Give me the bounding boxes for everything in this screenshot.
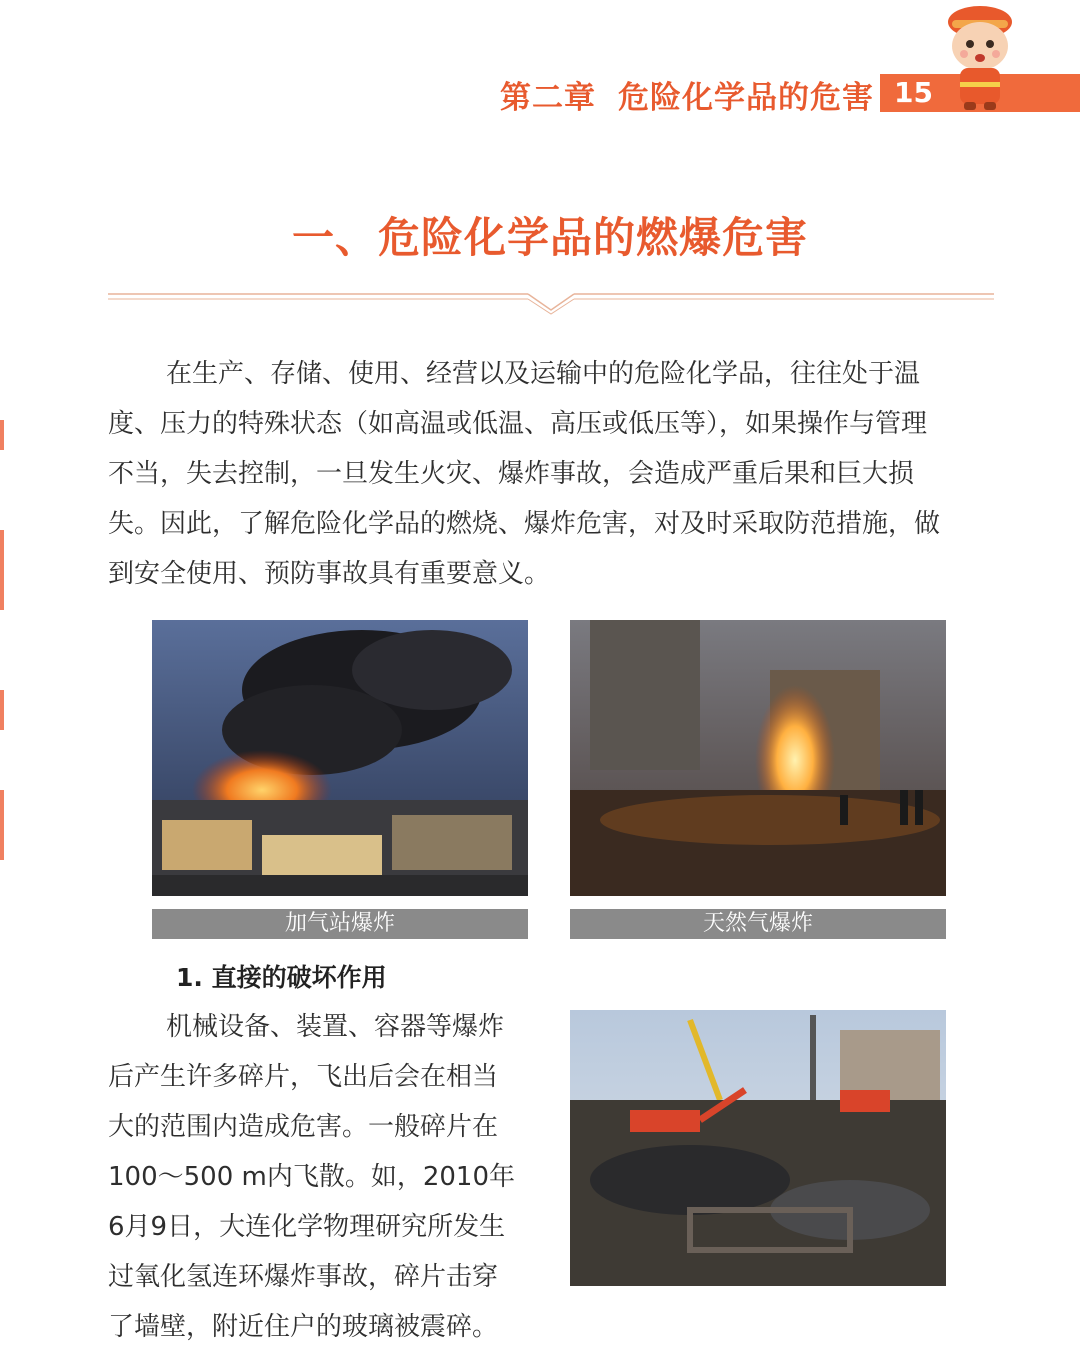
gas-station-explosion-photo [152, 620, 528, 896]
edge-mark [0, 530, 4, 610]
paragraph-line: 不当，失去控制，一旦发生火灾、爆炸事故，会造成严重后果和巨大损 [108, 459, 915, 489]
section-divider [108, 288, 994, 318]
paragraph-line: 在生产、存储、使用、经营以及运输中的危险化学品，往往处于温 [166, 359, 921, 389]
edge-mark [0, 690, 4, 730]
paragraph-line: 过氧化氢连环爆炸事故，碎片击穿 [108, 1262, 499, 1292]
natural-gas-explosion-photo [570, 620, 946, 896]
paragraph-line: 100～500 m内飞散。如，2010年 [108, 1162, 516, 1192]
intro-paragraph [108, 349, 998, 599]
explosion-site-photo [570, 1010, 946, 1286]
paragraph-line: 到安全使用、预防事故具有重要意义。 [108, 559, 551, 589]
paragraph-line: 大的范围内造成危害。一般碎片在 [108, 1112, 499, 1142]
subsection-paragraph [108, 1002, 538, 1352]
paragraph-line: 度、压力的特殊状态（如高温或低温、高压或低压等），如果操作与管理 [108, 409, 928, 439]
paragraph-line: 了墙壁，附近住户的玻璃被震碎。 [108, 1312, 499, 1342]
paragraph-line: 失。因此，了解危险化学品的燃烧、爆炸危害，对及时采取防范措施，做 [108, 509, 941, 539]
page-number: 15 [894, 76, 933, 109]
edge-mark [0, 420, 4, 450]
paragraph-line: 后产生许多碎片，飞出后会在相当 [108, 1062, 499, 1092]
paragraph-line: 机械设备、装置、容器等爆炸 [166, 1012, 505, 1042]
photo-caption: 天然气爆炸 [570, 909, 946, 939]
subsection-heading: 1. 直接的破坏作用 [176, 963, 387, 992]
paragraph-line: 6月9日，大连化学物理研究所发生 [108, 1212, 506, 1242]
firefighter-mascot-icon [940, 0, 1020, 112]
chapter-header [500, 72, 874, 117]
photo-caption: 加气站爆炸 [152, 909, 528, 939]
chapter-title: 危险化学品的危害 [618, 80, 874, 116]
chapter-label: 第二章 [500, 80, 596, 116]
edge-mark [0, 790, 4, 860]
section-title: 一、危险化学品的燃爆危害 [291, 213, 808, 262]
